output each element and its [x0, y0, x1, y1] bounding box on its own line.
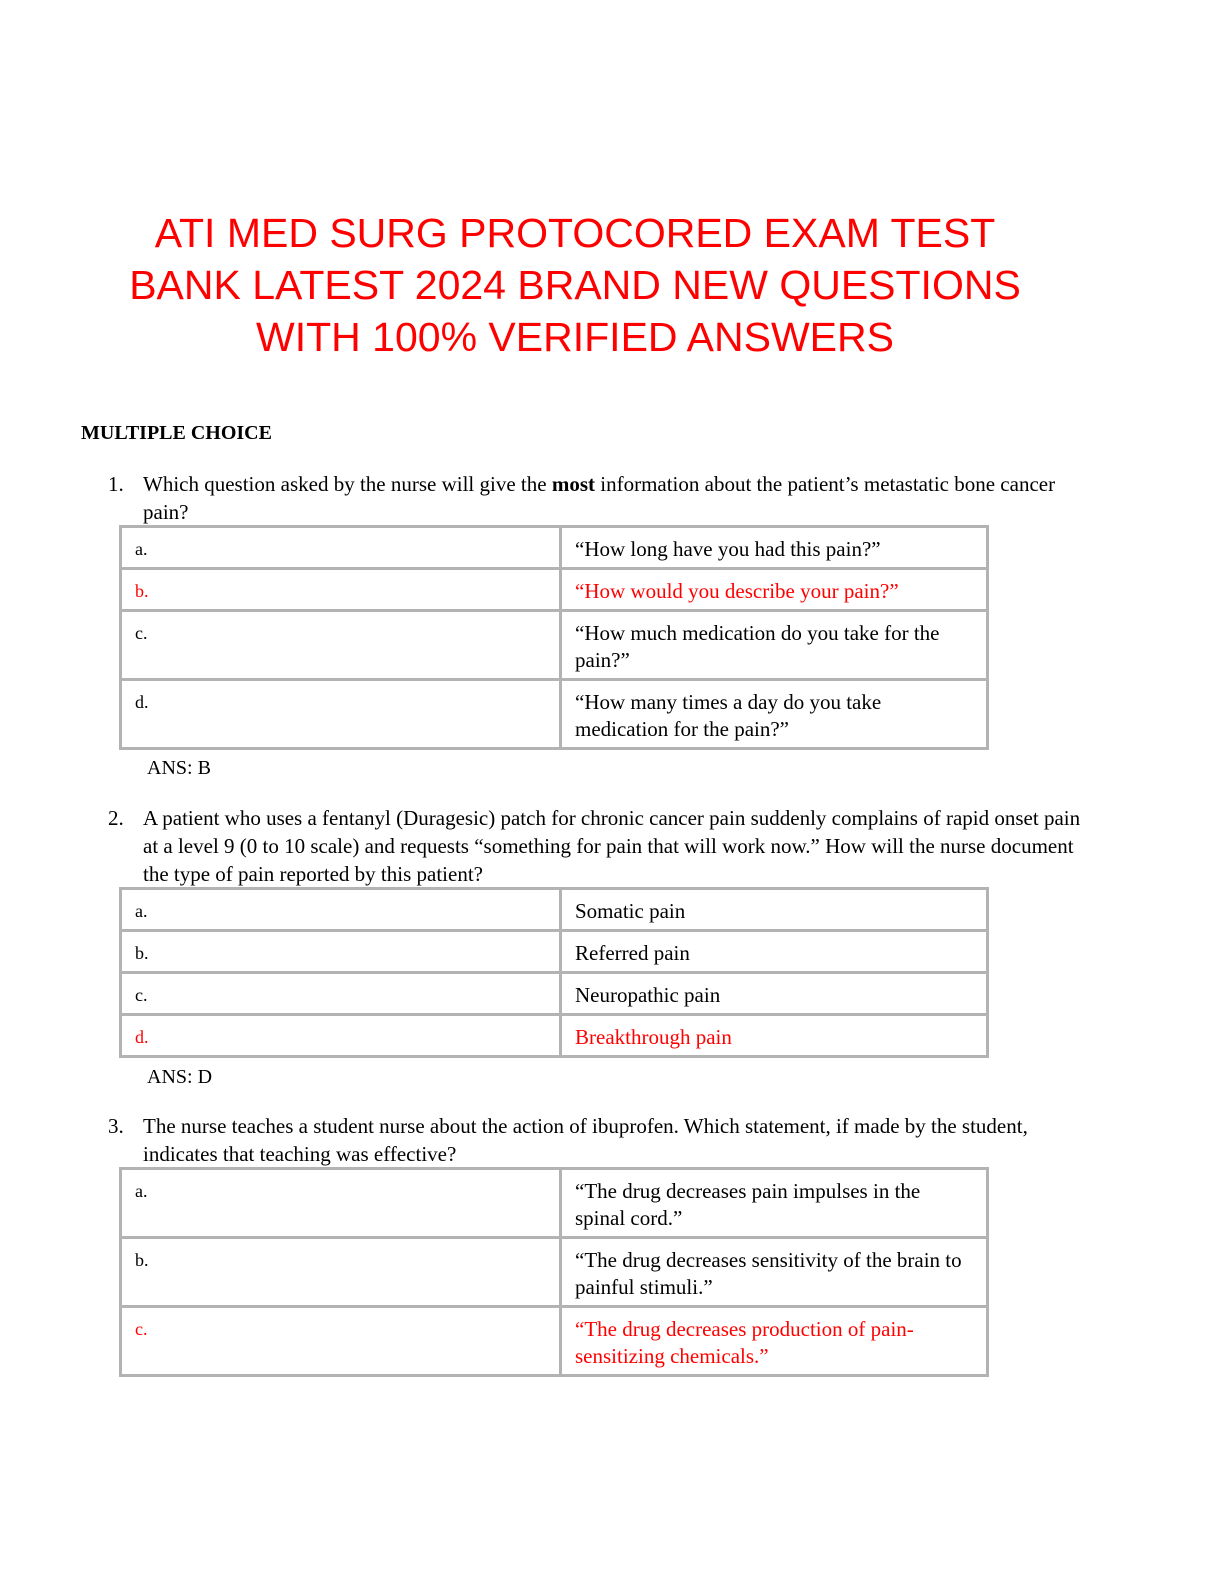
title-line: ATI MED SURG PROTOCORED EXAM TEST [154, 210, 996, 256]
option-row-correct[interactable] [121, 1307, 988, 1376]
option-row-correct[interactable] [121, 569, 988, 611]
option-text: Breakthrough pain [561, 1015, 988, 1057]
option-text: Neuropathic pain [561, 973, 988, 1015]
option-letter: b. [121, 1238, 561, 1307]
option-row[interactable] [121, 973, 988, 1015]
question-number: 2. [108, 806, 124, 830]
option-text: “How would you describe your pain?” [561, 569, 988, 611]
option-letter: a. [121, 889, 561, 931]
question-1 [108, 470, 1088, 526]
option-text: Somatic pain [561, 889, 988, 931]
option-row[interactable] [121, 1169, 988, 1238]
options-table-q2 [119, 887, 989, 1058]
answer-q2: ANS: D [147, 1066, 213, 1088]
option-text: “How many times a day do you take medication for the pain?” [561, 680, 988, 749]
option-letter: c. [121, 1307, 561, 1376]
section-heading: MULTIPLE CHOICE [81, 422, 272, 444]
option-letter: a. [121, 1169, 561, 1238]
option-letter: c. [121, 973, 561, 1015]
title-line: BANK LATEST 2024 BRAND NEW QUESTIONS [129, 262, 1021, 308]
option-letter: d. [121, 680, 561, 749]
option-text: “How long have you had this pain?” [561, 527, 988, 569]
option-text: “How much medication do you take for the pain?” [561, 611, 988, 680]
option-letter: b. [121, 931, 561, 973]
option-row[interactable] [121, 931, 988, 973]
title-line: WITH 100% VERIFIED ANSWERS [256, 314, 894, 360]
option-row[interactable] [121, 889, 988, 931]
option-letter: d. [121, 1015, 561, 1057]
question-3 [108, 1112, 1088, 1168]
document-title [0, 207, 1150, 363]
option-text: “The drug decreases production of pain-sensitizing chemicals.” [561, 1307, 988, 1376]
option-row[interactable] [121, 527, 988, 569]
option-row[interactable] [121, 1238, 988, 1307]
option-text: Referred pain [561, 931, 988, 973]
question-number: 3. [108, 1114, 124, 1138]
option-text: “The drug decreases pain impulses in the spinal cord.” [561, 1169, 988, 1238]
option-text: “The drug decreases sensitivity of the brain to painful stimuli.” [561, 1238, 988, 1307]
option-row-correct[interactable] [121, 1015, 988, 1057]
question-number: 1. [108, 472, 124, 496]
question-text: The nurse teaches a student nurse about the action of ibuprofen. Which statement, if made by the student, indicates that teaching was effective? [143, 1114, 1028, 1166]
answer-q1: ANS: B [147, 757, 211, 779]
option-letter: c. [121, 611, 561, 680]
question-text: Which question asked by the nurse will give the most information about the patient’s metastatic bone cancer pain? [143, 472, 1056, 524]
options-table-q1 [119, 525, 989, 750]
question-2 [108, 804, 1088, 888]
question-text: A patient who uses a fentanyl (Duragesic) patch for chronic cancer pain suddenly complains of rapid onset pain at a level 9 (0 to 10 scale) and requests “something for pain that will work now.” How will the nurse document the type of pain reported by this patient? [143, 806, 1081, 886]
option-row[interactable] [121, 611, 988, 680]
options-table-q3 [119, 1167, 989, 1377]
option-row[interactable] [121, 680, 988, 749]
option-letter: a. [121, 527, 561, 569]
option-letter: b. [121, 569, 561, 611]
